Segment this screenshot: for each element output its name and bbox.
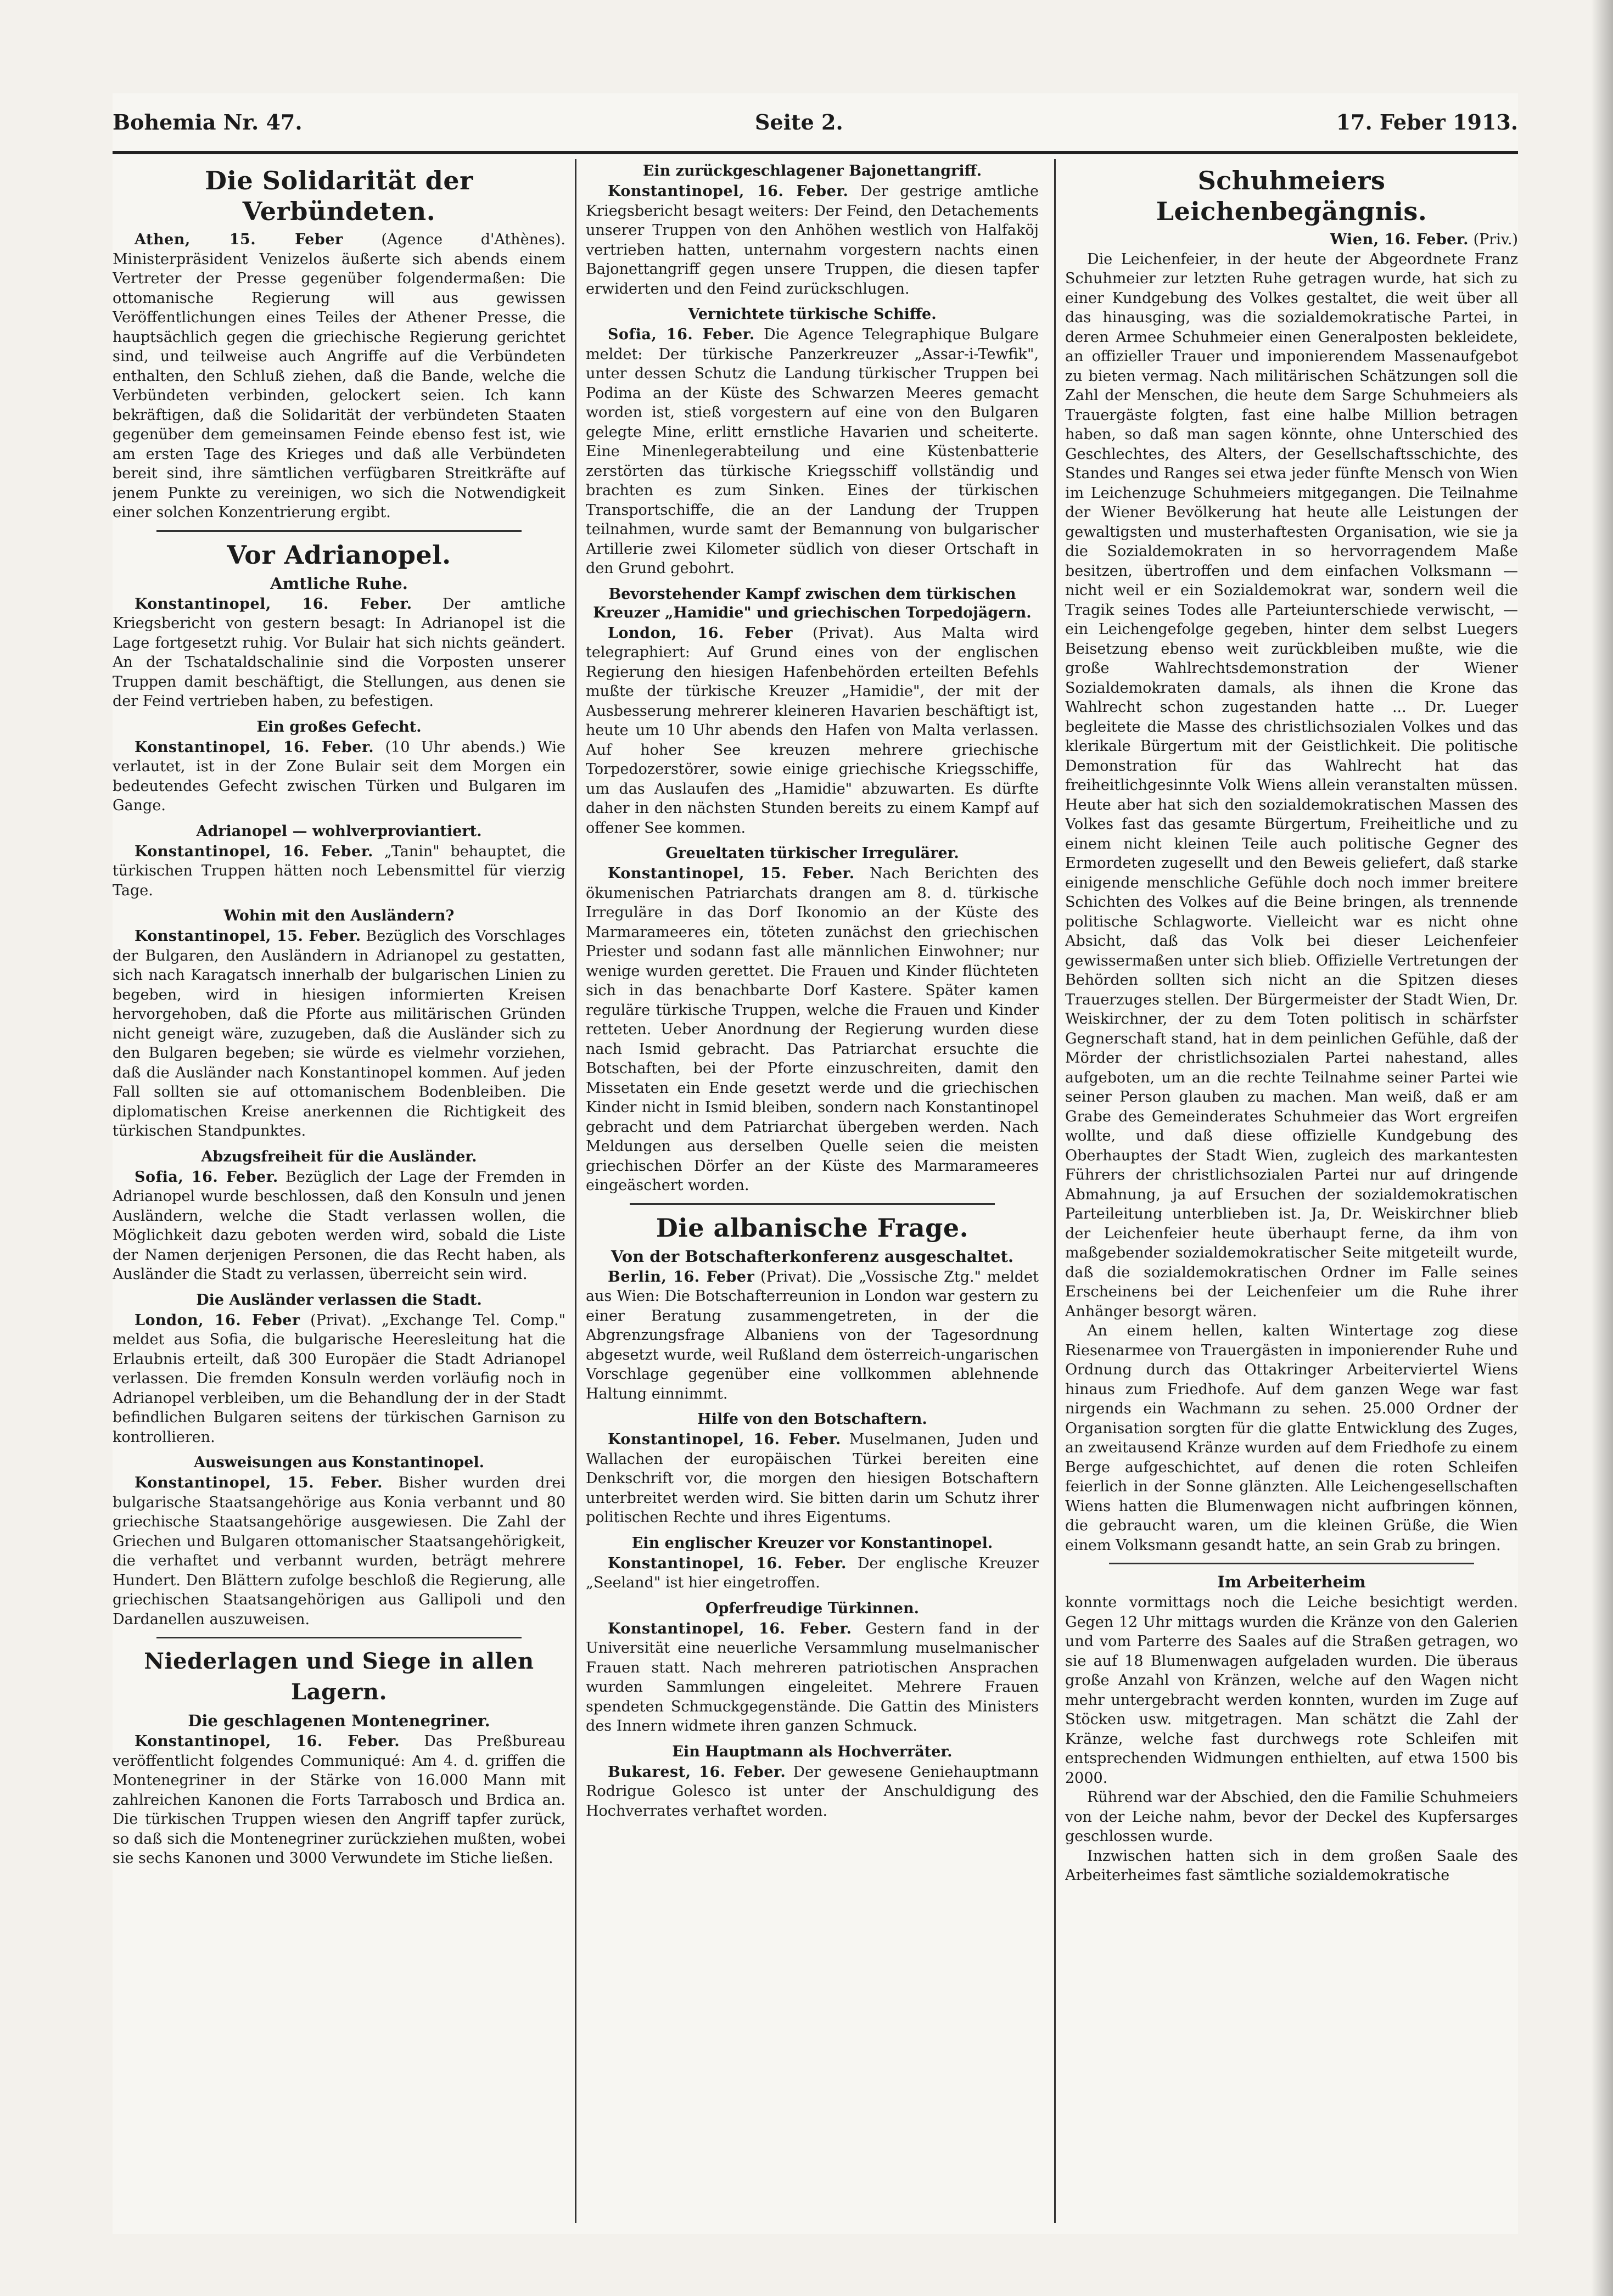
article-paragraph [586,1762,1039,1821]
article-paragraph: Die Leichenfeier, in der heute der Abgeordnete Franz Schuhmeier zur letzten Ruhe getragen wurde, hat sich zu einer Kundgebung des Volkes gestaltet, die weit über all das hinausging, was die sozialdemokratische Partei, in deren Armee Schuhmeier einen Generalposten bekleidete, an offizieller Trauer und imponierendem Massenaufgebot zu bieten vermag. Nach militärischen Schätzungen soll die Zahl der Menschen, die heute dem Sarge Schuhmeiers als Trauergäste folgten, fast eine halbe Million betragen haben, so daß man sagen könnte, ohne Unterschied des Geschlechtes, des Alters, der Gesellschaftsschichte, des Standes und Ranges sei etwa jeder fünfte Mensch von Wien im Leichenzuge Schuhmeiers mitgegangen. Die Teilnahme der Wiener Bevölkerung hat heute alle Leistungen der gewaltigsten und musterhaftesten Organisation, wie sie ja die Sozialdemokraten in so hervorragendem Maße besitzen, übertroffen und dem einfachen Volksmann — nicht weil er ein Sozialdemokrat war, sondern weil die Tragik seines Todes alle Parteiunterschiede verwischt, — ein Leichengefolge gegeben, hinter dem selbst Luegers Beisetzung ebenso weit zurückbleiben mußte, wie die große Wahlrechtsdemonstration der Wiener Sozialdemokraten damals, als ihnen die Krone das Wahlrecht schon zugestanden hatte ... Dr. Lueger begleitete die Masse des christlichsozialen Volkes und das klerikale Bürgertum mit der Geistlichkeit. Die politische Demonstration für das Wahlrecht hat das freiheitlichgesinnte Volk Wiens allein veranstalten müssen. Heute aber hat sich den sozialdemokratischen Massen des Volkes fast das gesamte Bürgertum, Freiheitliche und zu einem nicht kleinen Teile auch politische Gegner des Ermordeten zugesellt und den Beweis geliefert, daß starke einigende menschliche Gefühle doch noch immer breitere Schichten des Volkes auf die Beine bringen, als trennende politische Schlagworte. Vielleicht war es nicht ohne Absicht, daß das Volk bei dieser Leichenfeier gewissermaßen unter sich blieb. Offizielle Vertretungen der Behörden sollten sich nicht an die Spitzen dieses Trauerzuges stellen. Der Bürgermeister der Stadt Wien, Dr. Weiskirchner, der zu dem Toten politisch in schärfster Gegnerschaft stand, hat in dem peinlichen Gefühle, daß der Mörder der christlichsozialen Partei nahestand, alles aufgeboten, um an die rechte Teilnahme seiner Partei wie seiner Person glauben zu machen. Man weiß, daß er am Grabe des Gemeinderates Schuhmeier das Wort ergreifen wollte, und daß diese offizielle Kundgebung des Oberhauptes der Stadt Wien, zugleich des markantesten Führers der christlichsozialen Partei nur auf dringende Abmahnung, ja auf Ersuchen der sozialdemokratischen Parteileitung unterblieben ist. Ja, Dr. Weiskirchner blieb der Leichenfeier heute überhaupt ferne, da ihm von maßgebender sozialdemokratischer Seite mitgeteilt wurde, daß die sozialdemokratischen Ordner im Falle seines Erscheinens bei der Leichenfeier um die Ruhe ihrer Anhänger besorgt wären. [1065,250,1518,1320]
paragraph-text: Der amtliche Kriegsbericht von gestern besagt: In Adrianopel ist die Lage fortgesetzt ruhig. Vor Bulair hat sich nichts geändert. An der Tschataldschalinie sind die Vorposten unserer Truppen damit beschäftigt, die Stellungen, aus denen sie der Feind vertrieben haben, zu befestigen. [113,595,565,710]
subheading: Die Ausländer verlassen die Stadt. [196,1291,482,1309]
dateline: London, 16. Feber [135,1311,300,1329]
article-paragraph [586,1554,1039,1593]
header-masthead: Bohemia Nr. 47. [113,110,303,134]
paragraph-text: Bezüglich des Vorschlages der Bulgaren, den Ausländern in Adrianopel zu gestatten, sich nach Karagatsch innerhalb der bulgarischen Linien zu begeben, wird in hiesigen informierten Kreisen hervorgehoben, daß die Pforte aus militärischen Gründen nicht geneigt wäre, zuzugeben, daß die Ausländer sich zu den Bulgaren begeben; sie würde es vielmehr vorziehen, daß die Ausländer nach Konstantinopel kommen. Auf jeden Fall sollten sie auf ottomanischem Bodenbleiben. Die diplomatischen Kreise anerkennen die Richtigkeit des türkischen Standpunktes. [113,928,565,1139]
paragraph-text: (Agence d'Athènes). Ministerpräsident Venizelos äußerte sich abends einem Vertreter der Presse gegenüber folgendermaßen: Die ottomanische Regierung will aus gewissen Veröffentlichungen eines Teiles der Athener Presse, die hauptsächlich gegen die griechische Regierung gerichtet sind, und teilweise auch Angriffe auf die Verbündeten enthalten, den Schluß ziehen, daß die Bande, welche die Verbündeten verbinden, gelockert seien. Ich kann bekräftigen, daß die Solidarität der verbündeten Staaten gegenüber dem gemeinsamen Feinde ebenso fest ist, wie am ersten Tage des Krieges und daß alle Verbündeten bereit sind, ihre sämtlichen verfügbaren Streitkräfte auf jenem Punkte zu vereinigen, wo sich die Notwendigkeit einer solchen Konzentrierung ergibt. [113,231,565,521]
article-separator [630,1203,995,1205]
article-title: Die albanische Frage. [656,1212,969,1243]
dateline: Bukarest, 16. Feber. [608,1763,786,1781]
article-paragraph [113,1167,565,1284]
article-separator [1109,1563,1474,1564]
dateline: Konstantinopel, 16. Feber. [608,1554,847,1572]
dateline: Konstantinopel, 16. Feber. [608,1620,852,1637]
article-paragraph: An einem hellen, kalten Wintertage zog diese Riesenarmee von Trauergästen in imponierender Ruhe und Ordnung durch das Ottakringer Arbeiterviertel Wiens hinaus zum Friedhofe. Auf dem ganzen Wege war fast nirgends ein Wachmann zu sehen. 25.000 Ordner der Organisation sorgten für die glatte Entwicklung des Zuges, an zweitausend Kränze wurden auf dem Friedhofe zu einem Berge aufgeschichtet, auf denen die roten Schleifen feierlich in der Sonne glänzten. Alle Leichengesellschaften Wiens hatten die Blumenwagen nicht aufbringen können, die gebraucht waren, um die kleinen Grüße, die Wien einem Volksmann gesandt hatte, an sein Grab zu bringen. [1065,1322,1518,1554]
column-3 [1065,162,1518,2226]
paragraph-text: (Privat). „Exchange Tel. Comp." meldet aus Sofia, die bulgarische Heeresleitung hat die Erlaubnis erteilt, daß 300 Europäer die Stadt Adrianopel verlassen. Die fremden Konsuln werden vorläufig noch in Adrianopel verbleiben, um die Behandlung der in der Stadt befindlichen Bulgaren seitens der türkischen Garnison zu kontrollieren. [113,1311,565,1446]
dateline: Wien, 16. Feber. [1330,231,1469,248]
subheading: Ein zurückgeschlagener Bajonettangriff. [642,162,982,179]
dateline: Konstantinopel, 16. Feber. [135,738,374,756]
article-separator [156,530,522,532]
dateline: Konstantinopel, 16. Feber. [135,1733,400,1750]
header-page-number: Seite 2. [755,110,843,134]
article-paragraph: Rührend war der Abschied, den die Familie Schuhmeiers von der Leiche nahm, bevor der Deckel des Kupfersarges geschlossen wurde. [1065,1789,1518,1845]
dateline: Berlin, 16. Feber [608,1268,755,1285]
dateline: Konstantinopel, 15. Feber. [135,1474,383,1491]
article-paragraph [113,1732,565,1868]
dateline: Konstantinopel, 15. Feber. [135,928,361,945]
article-paragraph [113,738,565,816]
paragraph-text: „Tanin" behauptet, die türkischen Truppen hätten noch Lebensmittel für vierzig Tage. [113,843,565,899]
dateline: Konstantinopel, 16. Feber. [608,1431,841,1448]
paragraph-text: (10 Uhr abends.) Wie verlautet, ist in der Zone Bulair seit dem Morgen ein bedeutendes Gefecht zwischen Türken und Bulgaren im Gange. [113,738,565,814]
paragraph-text: Der gewesene Geniehauptmann Rodrigue Golesco ist unter der Anschuldigung des Hochverrates verhaftet worden. [586,1763,1039,1820]
subheading: Im Arbeiterheim [1217,1573,1366,1591]
subheading: Wohin mit den Ausländern? [223,907,455,924]
subheading: Ausweisungen aus Konstantinopel. [193,1454,485,1471]
dateline: Sofia, 16. Feber. [608,326,755,343]
article-title: Schuhmeiers Leichenbegängnis. [1156,166,1427,226]
paragraph-text: Bezüglich der Lage der Fremden in Adrianopel wurde beschlossen, daß den Konsuln und jenen Ausländern, welche die Stadt verlassen wollen, die Möglichkeit dazu geboten werden wird, sobald die Liste der Namen derjenigen Personen, die das Recht haben, als Ausländer die Stadt zu verlassen, überreicht sein wird. [113,1168,565,1283]
paragraph-text: Muselmanen, Juden und Wallachen der europäischen Türkei bereiten eine Denkschrift vor, die morgen den hiesigen Botschaftern unterbreitet werden wird. Sie bitten darin um Schutz ihrer politischen Rechte und ihres Eigentums. [586,1431,1039,1526]
header-date: 17. Feber 1913. [1336,110,1518,134]
subheading: Ein englischer Kreuzer vor Konstantinopel. [631,1534,993,1552]
article-paragraph [113,594,565,711]
dateline: Sofia, 16. Feber. [135,1168,278,1186]
subheading: Ein großes Gefecht. [256,718,422,736]
subheading: Bevorstehender Kampf zwischen dem türkischen Kreuzer „Hamidie" und griechischen Torpedojägern. [593,585,1032,621]
article-paragraph [586,325,1039,579]
article-paragraph [586,1267,1039,1404]
column-1 [113,162,565,2226]
paragraph-text: Gestern fand in der Universität eine neuerliche Versammlung muselmanischer Frauen statt. Nach mehreren patriotischen Ansprachen wurden Sammlungen eingeleitet. Mehrere Frauen spendeten Schmuckgegenstände. Die Gattin des Ministers des Innern widmete ihren ganzen Schmuck. [586,1620,1039,1734]
article-paragraph [113,1473,565,1629]
header-rule [113,151,1518,154]
dateline-tag: (Priv.) [1473,231,1518,248]
page-header [113,110,1518,143]
paragraph-text: (Privat). Die „Vossische Ztg." meldet aus Wien: Die Botschafterreunion in London war gestern zu einer Beratung zusammengetreten, in der die Abgrenzungsfrage Albaniens von der Tagesordnung abgesetzt wurde, weil Rußland dem österreich-ungarischen Vorschlage gegenüber eine vollkommen ablehnende Haltung einnimmt. [586,1268,1039,1402]
subheading: Opferfreudige Türkinnen. [705,1599,919,1617]
paragraph-text: Die Agence Telegraphique Bulgare meldet: Der türkische Panzerkreuzer „Assar-i-Tewfik", unter dessen Schutz die Landung türkischer Truppen bei Podima an der Küste des Schwarzen Meeres gemacht worden ist, stieß vorgestern auf eine von den Bulgaren gelegte Mine, erlitt ernstliche Havarien und scheiterte. Eine Minenlegerabteilung und eine Küstenbatterie zerstörten das türkische Kriegsschiff vollständig und brachten es zum Sinken. Eines der türkischen Transportschiffe, die an der Landung der Truppen teilnahmen, wurde samt der Bemannung von bulgarischer Artillerie zwei Kilometer südlich von dieser Ortschaft in den Grund gebohrt. [586,326,1039,577]
article-separator [156,1637,522,1638]
dateline: London, 16. Feber [608,624,793,642]
subheading: Greueltaten türkischer Irregulärer. [665,845,959,862]
paragraph-text: Der gestrige amtliche Kriegsbericht besagt weiters: Der Feind, den Detachements unserer Truppen von den Anhöhen westlich von Halfaköj vertrieben hatten, unternahm vorgestern nachts einen Bajonettangriff gegen unsere Truppen, die diesen tapfer erwiderten und den Feind zurückschlugen. [586,183,1039,297]
article-paragraph: Inzwischen hatten sich in dem großen Saale des Arbeiterheimes fast sämtliche sozialdemokratische [1065,1847,1518,1884]
subheading: Ein Hauptmann als Hochverräter. [672,1743,953,1760]
article-paragraph: konnte vormittags noch die Leiche besichtigt werden. Gegen 12 Uhr mittags wurden die Kränze von den Galerien und vom Parterre des Saales auf die Straßen getragen, wo sie auf 18 Blumenwagen aufgeladen wurden. Die überaus große Anzahl von Kränzen, welche auf den Wagen nicht mehr untergebracht werden konnten, wurden im Zuge auf Stöcken usw. mitgetragen. Man schätzt die Zahl der Kränze, welche fast durchwegs rote Schleifen mit entsprechenden Widmungen enthielten, auf etwa 1500 bis 2000. [1065,1594,1518,1787]
column-rule-2 [1054,159,1056,2223]
subheading: Hilfe von den Botschaftern. [697,1411,927,1428]
column-rule-1 [575,159,576,2223]
article-paragraph [113,1311,565,1447]
subheading: Die geschlagenen Montenegriner. [188,1711,490,1730]
paragraph-text: Bisher wurden drei bulgarische Staatsangehörige aus Konia verbannt und 80 griechische Staatsangehörige ausgewiesen. Die Zahl der Griechen und Bulgaren ottomanischer Staatsangehörigkeit, die verhaftet und verbannt wurden, beträgt mehrere Hundert. Den Blättern zufolge beschloß die Regierung, alle griechischen Staatsangehörigen aus Gallipoli und den Dardanellen auszuweisen. [113,1474,565,1628]
article-paragraph [586,1430,1039,1528]
page-edge-shadow [1591,0,1613,2296]
article-paragraph [113,927,565,1141]
article-paragraph [586,1619,1039,1736]
article-paragraph [1065,230,1518,250]
article-title: Vor Adrianopel. [227,540,451,570]
paragraph-text: Nach Berichten des ökumenischen Patriarchats drangen am 8. d. türkische Irreguläre in das Dorf Ikonomio an der Küste des Marmarameeres ein, töteten zunächst den griechischen Priester und sodann fast alle männlichen Einwohner; nur wenige wurden gerettet. Die Frauen und Kinder flüchteten sich in das benachbarte Dorf Kastere. Später kamen reguläre türkische Truppen, welche die Frauen und Kinder retteten. Ueber Anordnung der Regierung wurden diese nach Ismid gebracht. Das Patriarchat ersuchte die Botschaften, bei der Pforte einzuschreiten, damit den Missetaten ein Ende gesetzt werde und die griechischen Kinder nicht in Ismid bleiben, sondern nach Konstantinopel gebracht und dem Patriarchat übergeben werden. Nach Meldungen aus derselben Quelle seien die meisten griechischen Dörfer an der Küste des Marmarameeres eingeäschert worden. [586,865,1039,1194]
subheading: Abzugsfreiheit für die Ausländer. [201,1148,477,1165]
article-paragraph [586,864,1039,1195]
article-paragraph [586,624,1039,838]
dateline: Konstantinopel, 16. Feber. [135,843,373,860]
subheading: Amtliche Ruhe. [270,574,408,593]
article-paragraph [586,182,1039,299]
article-title: Niederlagen und Siege in allen Lagern. [144,1648,534,1705]
paragraph-text: Das Preßbureau veröffentlicht folgendes Communiqué: Am 4. d. griffen die Montenegriner in der Stärke von 16.000 Mann mit zahlreichen Kanonen die Forts Tarrabosch und Brdica an. Die türkischen Truppen wiesen den Angriff tapfer zurück, so daß sich die Montenegriner zurückziehen mußten, wobei sie sechs Kanonen und 3000 Verwundete im Stiche ließen. [113,1733,565,1867]
subheading: Adrianopel — wohlverproviantiert. [196,822,482,840]
dateline: Athen, 15. Feber [135,231,343,248]
subheading: Von der Botschafterkonferenz ausgeschaltet. [611,1247,1014,1266]
paragraph-text: (Privat). Aus Malta wird telegraphiert: Auf Grund eines von der englischen Regierung den hiesigen Hafenbehörden erteilten Befehls mußte der türkische Kreuzer „Hamidie", der mit der Ausbesserung mehrerer kleineren Havarien beschäftigt ist, heute um 10 Uhr abends den Hafen von Malta verlassen. Auf hoher See kreuzen mehrere griechische Torpedozerstörer, sowie einige griechische Kriegsschiffe, um das Auslaufen des „Hamidie" abzuwarten. Es dürfte daher in den nächsten Stunden bereits zu einem Kampf auf offener See kommen. [586,624,1039,837]
dateline: Konstantinopel, 16. Feber. [608,183,849,200]
article-paragraph [113,230,565,523]
dateline: Konstantinopel, 16. Feber. [135,595,412,613]
paragraph-text: Der englische Kreuzer „Seeland" ist hier eingetroffen. [586,1554,1039,1591]
dateline: Konstantinopel, 15. Feber. [608,865,855,882]
subheading: Vernichtete türkische Schiffe. [688,306,937,323]
article-title: Die Solidarität der Verbündeten. [205,166,473,226]
newspaper-page [113,93,1518,2234]
article-paragraph [113,842,565,901]
column-2 [586,162,1039,2226]
